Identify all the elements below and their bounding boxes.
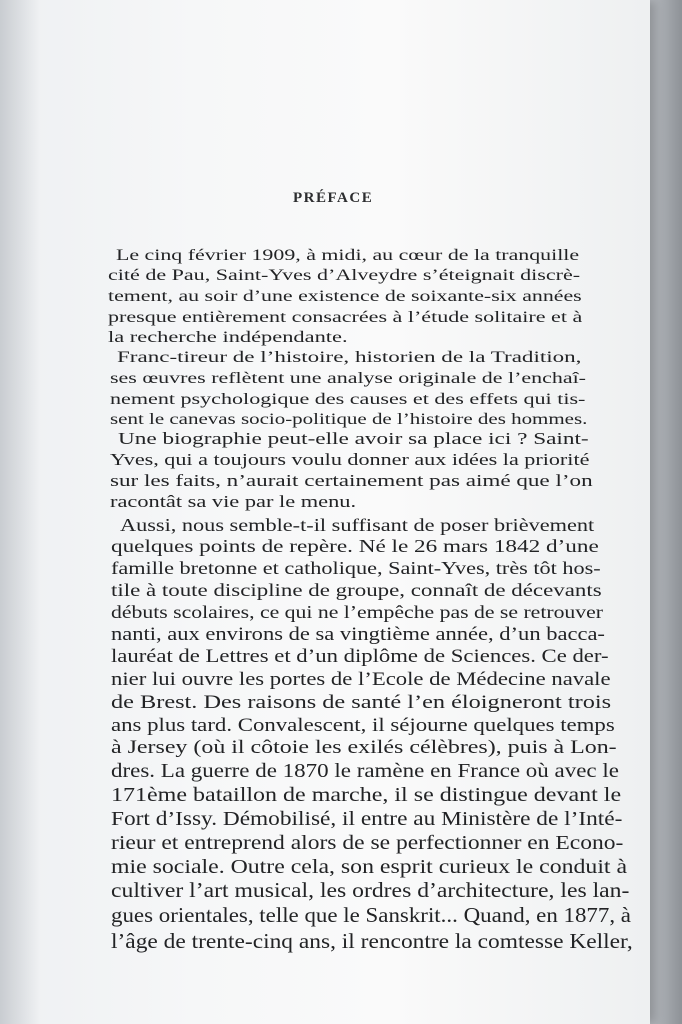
text-line: Fort d’Issy. Démobilisé, il entre au Ministère de l’Inté- xyxy=(111,808,623,830)
text-line: presque entièrement consacrées à l’étude solitaire et à xyxy=(108,308,583,326)
text-line: nanti, aux environs de sa vingtième année, d’un bacca- xyxy=(111,624,605,646)
text-line: rieur et entreprend alors de se perfectionner en Econo- xyxy=(111,831,624,854)
text-line: lauréat de Lettres et d’un diplôme de Sciences. Ce der- xyxy=(111,646,609,668)
text-line: Yves, qui a toujours voulu donner aux idées la priorité xyxy=(110,450,590,470)
text-line: sur les faits, n’aurait certainement pas aimé que l’on xyxy=(110,471,593,491)
text-line: Aussi, nous semble-t-il suffisant de poser brièvement xyxy=(120,515,595,536)
text-line: mie sociale. Outre cela, son esprit curieux le conduit à xyxy=(111,855,628,878)
text-line: cultiver l’art musical, les ordres d’architecture, les lan- xyxy=(111,879,630,902)
text-line: nier lui ouvre les portes de l’Ecole de Médecine navale xyxy=(111,668,611,690)
text-line: tile à toute discipline de groupe, connaît de décevants xyxy=(111,580,602,601)
text-line: 171ème bataillon de marche, il se distingue devant le xyxy=(111,784,622,807)
text-line: tement, au soir d’une existence de soixante-six années xyxy=(108,287,582,305)
text-line: ans plus tard. Convalescent, il séjourne quelques temps xyxy=(111,714,615,736)
text-line: nement psychologique des causes et des effets qui tis- xyxy=(110,390,586,409)
text-line: la recherche indépendante. xyxy=(108,328,348,346)
text-line: à Jersey (où il côtoie les exilés célèbres), puis à Lon- xyxy=(111,737,617,759)
page-heading: PRÉFACE xyxy=(293,190,374,206)
text-line: Une biographie peut-elle avoir sa place ici ? Saint- xyxy=(118,429,589,449)
text-line: gues orientales, telle que le Sanskrit... Quand, en 1877, à xyxy=(111,904,631,928)
text-line: quelques points de repère. Né le 26 mars 1842 d’une xyxy=(111,536,599,557)
text-line: famille bretonne et catholique, Saint-Yves, très tôt hos- xyxy=(111,558,601,579)
text-line: de Brest. Des raisons de santé l’en éloigneront trois xyxy=(111,691,612,713)
text-line: cité de Pau, Saint-Yves d’Alveydre s’éteignait discrè- xyxy=(108,266,581,284)
text-line: débuts scolaires, ce qui ne l’empêche pas de se retrouver xyxy=(111,602,604,623)
text-line: racontât sa vie par le menu. xyxy=(110,492,357,512)
text-line: Le cinq février 1909, à midi, au cœur de la tranquille xyxy=(116,246,580,264)
text-line: ses œuvres reflètent une analyse originale de l’enchaî- xyxy=(110,369,586,388)
text-line: dres. La guerre de 1870 le ramène en France où avec le xyxy=(111,761,619,783)
text-line: l’âge de trente-cinq ans, il rencontre la comtesse Keller, xyxy=(111,929,633,954)
text-line: sent le canevas socio-politique de l’histoire des hommes. xyxy=(110,410,588,429)
text-line: Franc-tireur de l’histoire, historien de la Tradition, xyxy=(117,348,582,367)
